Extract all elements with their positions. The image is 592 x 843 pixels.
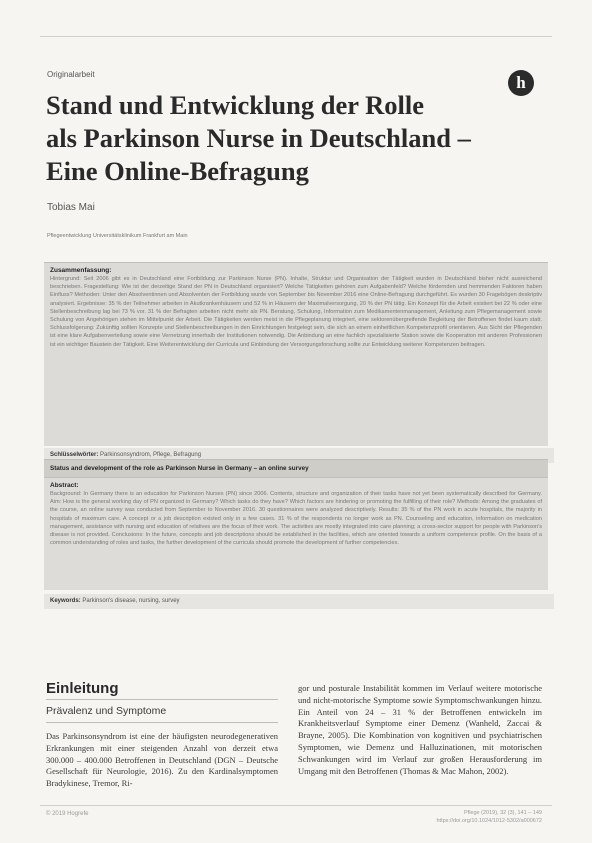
title-line-1: Stand und Entwicklung der Rolle [46, 90, 424, 120]
keywords-english-value: Parkinson's disease, nursing, survey [82, 598, 180, 604]
keywords-german-label: Schlüsselwörter: [50, 452, 99, 458]
subsection-heading: Prävalenz und Symptome [46, 705, 167, 717]
author: Tobias Mai [47, 202, 95, 213]
abstract-german [44, 262, 548, 446]
body-text-right: gor und posturale Instabilität kommen im Verlauf weitere motorische und nicht-motorische Symptome sowie Symptomschwankungen hinzu. Ein Anteil von 24 – 31 % der Betroffenen entwickeln im Krankheitsverlauf Symptome einer Demenz (Wanheld, Zaccai & Brayne, 2005). Die Kombination von kognitiven und psychiatrischen Symptomen, wie Demenz und Halluzinationen, mit motorischen Schwankungen wird im Verlauf zur großen Herausforderung im Umgang mit den Betroffenen (Thomas & Mac Mahon, 2002). [298, 683, 542, 776]
abstract-english [44, 459, 548, 590]
footer-copyright: © 2019 Hogrefe [46, 811, 89, 817]
abstract-german-text: Hintergrund: Seit 2006 gibt es in Deutschland eine Fortbildung zur Parkinson Nurse (PN). Inhalte, Struktur und Organisation der Tätigkeit wurden in Deutschland bisher nicht ausreichend beschrieben. Fragestellung: Wie ist der derzeitige Stand der PN in Deutschland organisiert? Welche Tätigkeiten gehören zum Aufgabenfeld? Welche fördernden und hemmenden Faktoren haben Einfluss? Methoden: Unter den Absolventinnen und Absolventen der Fortbildung wurde von September bis November 2016 eine Online-Befragung durchgeführt. Es wurden 30 Fragebögen deskriptiv analysiert. Ergebnisse: 35 % der Teilnehmer arbeiten in Akutkrankenhäusern und 52 % in Häusern der Maximalversorgung, 20 % der PN tätig. Ein Konzept für die Arbeit existiert bei 22 % oder eine Stellenbeschreibung lag bei 73 % vor. 31 % der Befragten arbeiten nicht mehr als PN. Beratung, Schulung, Information zum Medikamentenmanagement, Anleitung zum Pflegemanagement sowie Schulung von Angehörigen stehen im Mittelpunkt der Arbeit. Die Tätigkeiten werden meist in die Pflegeplanung integriert, eine sektorenübergreifende Begleitung der Betroffenen findet kaum statt. Schlussfolgerung: Zukünftig sollten Konzepte und Stellenbeschreibungen in den Einrichtungen festgelegt sein, die sich an einem einheitlichen Kompetenzprofil orientieren. Aus Sicht der Pflegenden ist eine klare Aufgabenverteilung sowie eine Vernetzung innerhalb der Institutionen notwendig. Die Anbindung an eine fachlich spezialisierte Station sowie die Kooperation mit anderen Professionen ist ein wichtiger Baustein der Tätigkeit. Eine Weiterentwicklung der Curricula und Einbindung der Versorgungsforschung sollte zur Entwicklung weiterer Kompetenzen beitragen. [50, 276, 542, 348]
abstract-english-text: Background: In Germany there is an education for Parkinson Nurses (PN) since 2006. Contents, structure and organization of their tasks have not yet been systematically described for Germany. Aim: How is the general working day of PN organized in Germany? Which tasks do they have? Which factors are hindering or promoting the fulfilling of their role? Methods: Among the graduates of the course, an online survey was conducted from September to November 2016. 30 questionnaires were analyzed descriptively. Results: 35 % of the PN work in acute hospitals, the majority in hospitals of maximum care. A concept or a job description existed only in a few cases. 31 % of the respondents no longer work as PN. Counseling and education, information on medication management, assistance with nursing and education of relatives are the focus of their work. The activities are mostly integrated into care planning; a cross-sector support for people with Parkinson's disease is not provided. Conclusions: In the future, concepts and job descriptions should be established in the facilities, which are oriented towards a uniform competence profile. On the basis of a common understanding of roles and tasks, the further development of the curricula should promote the development of further competencies. [50, 491, 542, 547]
abstract-english-heading: Abstract: [50, 482, 79, 489]
publisher-logo-icon: h [508, 70, 534, 96]
footer-journal: Pflege (2019), 32 (3), 141 – 149 [464, 810, 542, 816]
article-title [46, 89, 546, 188]
keywords-english [44, 594, 554, 609]
section-rule [46, 699, 278, 700]
article-category: Originalarbeit [47, 70, 95, 79]
footer-rule [40, 805, 552, 806]
title-line-2: als Parkinson Nurse in Deutschland – [46, 123, 471, 153]
english-title: Status and development of the role as Parkinson Nurse in Germany – an online survey [44, 460, 548, 478]
keywords-german-value: Parkinsonsyndrom, Pflege, Befragung [100, 452, 202, 458]
header-rule [40, 36, 552, 37]
title-line-3: Eine Online-Befragung [46, 156, 309, 186]
footer-doi: https://doi.org/10.1024/1012-5302/a000672 [436, 818, 542, 824]
affiliation: Pflegeentwicklung Universitätsklinikum Frankfurt am Main [47, 233, 188, 239]
subsection-rule [46, 722, 278, 723]
keywords-english-label: Keywords: [50, 598, 81, 604]
section-heading: Einleitung [46, 680, 119, 697]
body-text-left: Das Parkinsonsyndrom ist eine der häufigsten neurodegenerativen Erkrankungen mit einer steigenden Anzahl von derzeit etwa 300.000 – 400.000 Betroffenen in Deutschland (DGN – Deutsche Gesellschaft für Neurologie, 2016). Zu den Kardinalsymptomen Bradykinese, Tremor, Ri- [46, 731, 278, 789]
footer-citation [436, 809, 542, 825]
abstract-german-heading: Zusammenfassung: [50, 267, 112, 274]
